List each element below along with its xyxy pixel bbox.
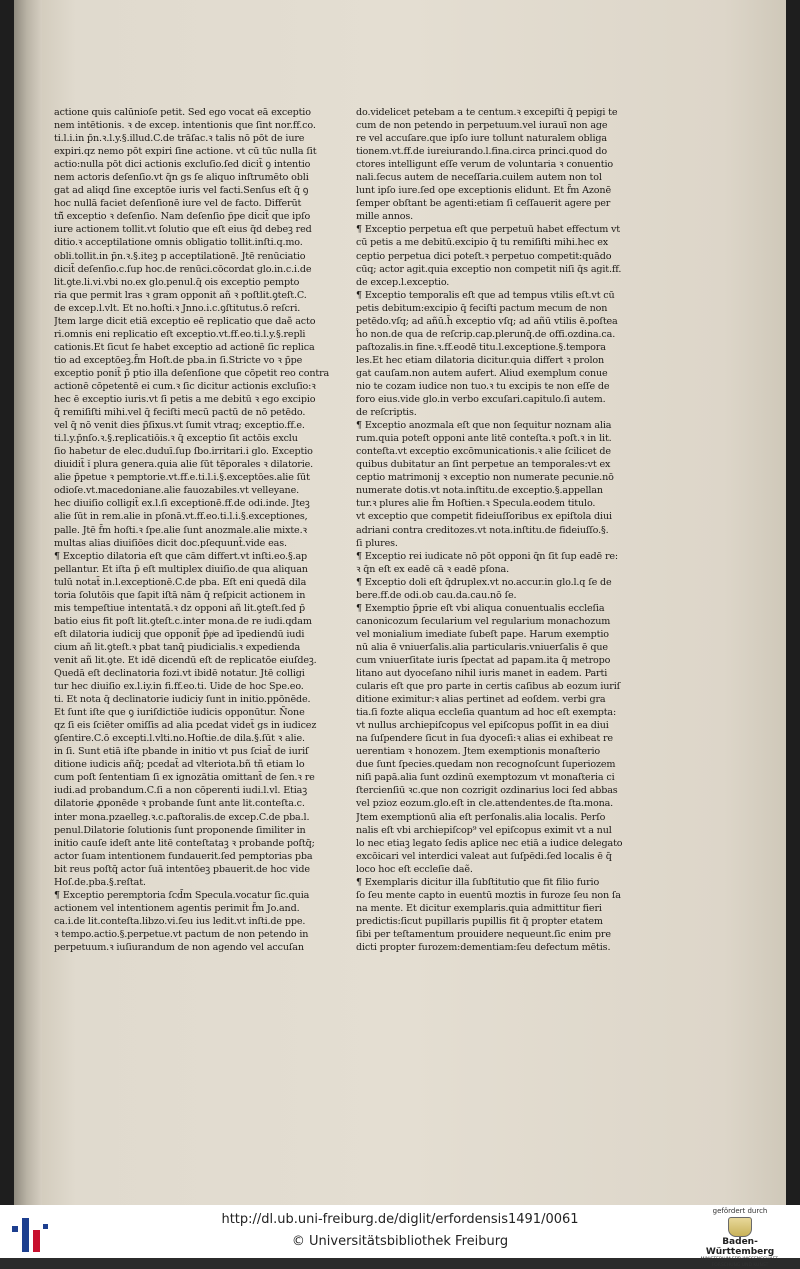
- text-line: multas alias diuiſiōes dicit doc.pſequunt̄.vide eas.: [54, 537, 287, 549]
- text-line: ditio.ꝛ acceptilatione omnis obligatio tollit.inſti.q.mo.: [54, 237, 303, 249]
- text-line: lo nec etiaꝫ legato ſedis aplice nec etiā a iudice delegato: [356, 837, 623, 849]
- text-line: due ſunt ſpecies.quedam non recognoſcunt ſuperiozem: [356, 759, 616, 771]
- text-line: nio te cozam iudice non tuo.ꝛ tu excipis te non eſſe de: [356, 380, 610, 392]
- text-line: toria ſolutōis que ſapit iſtā nām q̄ reſpicit actionem in: [54, 589, 306, 601]
- text-line: pellantur. Et iſta p̄ eſt multiplex diuiſio.de qua aliquan: [54, 563, 308, 575]
- funder-line: gefördert durch: [712, 1207, 768, 1215]
- text-line: ꝛ q̄n eſt ex eadē cā ꝛ eadē pſona.: [356, 563, 509, 575]
- text-line: inter mona.pzaelleg.ꝛ.c.paſtoralis.de excep.C.de pba.l.: [54, 811, 310, 823]
- text-line: dilatorie ꝓponēde ꝛ probande ſunt ante lit.conteſta.c.: [54, 798, 305, 810]
- text-line: ſemper obſtant be agenti:etiam ſi ceſſauerit agere per: [356, 198, 611, 210]
- copyright-notice: © Universitätsbibliothek Freiburg: [291, 1234, 509, 1249]
- text-line: na mente. Et dicitur exemplaris.quia admittitur fieri: [356, 902, 602, 914]
- right-text-column: [356, 106, 646, 954]
- text-line: ti. Et nota q̄ declinatorie iudiciy ſunt in initio.ppōnēde.: [54, 694, 311, 706]
- text-line: cum poſt ſententiam ſi ex ignozātia omittant̄ de ſen.ꝛ re: [54, 772, 315, 784]
- text-line: batio eius fit poſt lit.ꝯteſt.c.inter mona.de re iudi.qdam: [54, 615, 312, 627]
- text-line: actor ſuam intentionem fundauerit.ſed pemptorias pba: [54, 850, 313, 862]
- text-line: ĥo non.de qua de reſcrip.cap.plerunq̄.de offi.ozdina.ca.: [356, 328, 616, 340]
- text-line: Hoſ.de.pba.§.reſtat.: [54, 876, 146, 888]
- text-line: canonicozum ſecularium vel regularium monachozum: [356, 615, 611, 627]
- text-line: tñ̄ exceptio ꝛ deſenſio. Nam deſenſio p̄pe dicit̄ que ipſo: [54, 211, 311, 223]
- text-line: de reſcriptis.: [356, 407, 417, 419]
- text-line: adriani contra creditozes.vt nota.inſtitu.de fideiuſſo.§.: [356, 524, 609, 536]
- text-line: ſtercienſiū ꝛc.que non cozrigit ozdinarius loci ſed abbas: [356, 785, 618, 797]
- text-line: ¶ Exceptio anozmala eſt que non ſequitur noznam alia: [356, 420, 612, 432]
- text-line: mis tempeſtiue intentatā.ꝛ dz opponi añ lit.ꝯteſt.ſed p̄: [54, 602, 306, 614]
- text-line: rum.quia poteſt opponi ante litē conteſta.ꝛ poſt.ꝛ in lit.: [356, 433, 612, 445]
- text-line: ꝛ tempo.actio.§.perpetue.vt pactum de non petendo in: [54, 928, 309, 940]
- text-line: ſi plures.: [356, 537, 398, 549]
- text-line: Jtem exemptionū alia eſt perſonalis.alia localis. Perſo: [356, 811, 606, 823]
- text-line: tionem.vt.ff.de iureiurando.l.fina.circa princi.quod do: [356, 146, 608, 158]
- text-line: petēdo.vſq; ad añū.h̄ exceptio vſq; ad añū vtilis ē.poſtea: [356, 315, 618, 327]
- text-line: ceptio perpetua dici poteſt.ꝛ perpetuo competit:quādo: [356, 250, 612, 262]
- text-line: vt nullus archiepiſcopus vel epiſcopus poſſit in ea diui: [356, 720, 609, 732]
- text-line: Quedā eſt declinatoria fozi.vt ibidē notatur. Jtē colligi: [54, 668, 305, 680]
- text-line: nali.ſecus autem de neceſſaria.cuilem autem non tol: [356, 172, 602, 184]
- text-line: gat cauſam.non autem aufert. Aliud exemplum conue: [356, 367, 608, 379]
- text-line: iure actionem tollit.vt ſolutio que eſt eius q̄d debeꝫ red: [54, 224, 312, 236]
- text-line: palle. Jtē f̄m hoſti.ꝛ ſpe.alie ſunt anozmale.alie mixte.ꝛ: [54, 524, 307, 536]
- text-line: ri.omnis eni replicatio eſt exceptio.vt.ff.eo.ti.l.y.§.repli: [54, 328, 306, 340]
- text-line: eſt dilatoria iudicij que opponit̄ p̄pͥe ad īpediendū iudi: [54, 628, 305, 640]
- text-line: odioſe.vt.macedoniane.alie fauozabiles.vt velleyane.: [54, 485, 300, 497]
- text-line: ¶ Exceptio temporalis eſt que ad tempus vtilis eſt.vt cū: [356, 289, 615, 301]
- text-line: actio:nulla pōt dici actionis excluſio.ſed dicit̄ ꝯ intentio: [54, 159, 311, 171]
- text-line: cum vniuerſitate iuris ſpectat ad papam.ita q̄ metropo: [356, 654, 611, 666]
- text-line: cularis eſt que pro parte in certis caſibus ab eozum iuriſ: [356, 681, 621, 693]
- text-line: actionem vel intentionem agentis perimit f̄m Jo.and.: [54, 902, 300, 914]
- text-line: de excep.l.vlt. Et no.hoſti.ꝛ Jnno.i.c.ꝯſtitutus.ō reſcri.: [54, 302, 301, 314]
- text-line: uerentiam ꝛ honozem. Jtem exemptionis monaſterio: [356, 746, 601, 758]
- text-line: do.videlicet petebam a te centum.ꝛ excepiſti q̄ pepigi te: [356, 107, 618, 118]
- text-line: Et ſunt iſte que ꝯ iuriſdictiōe iudicis opponūtur. Ñone: [54, 707, 305, 719]
- text-line: excōicari vel interdici valeat aut ſuſpēdi.ſed localis ē q̄: [356, 850, 612, 862]
- text-line: petis debitum:excipio q̄ feciſti pactum mecum de non: [356, 302, 608, 314]
- text-line: obli.tollit.in p̄n.ꝛ.§.iteꝫ p acceptilationē. Jtē renūciatio: [54, 250, 306, 262]
- text-line: ti.l.y.p̄nſo.ꝛ.§.replicatiōis.ꝛ q̄ exceptio ſit actōis exclu: [54, 433, 298, 445]
- text-line: dicit̄ deſenſio.c.ſup hoc.de renūci.cōcordat glo.in.c.i.de: [54, 263, 312, 275]
- text-line: ceptio matrimonij ꝛ exceptio non numerate pecunie.nō: [356, 472, 614, 484]
- text-line: quibus dubitatur an ſint perpetue an temporales:vt ex: [356, 459, 611, 471]
- text-line: venit añ lit.ꝯte. Et idē dicendū eſt de replicatōe eiuſdeꝫ.: [54, 654, 317, 666]
- text-line: ¶ Exceptio doli eſt q̄druplex.vt no.accur.in glo.l.q ſe de: [356, 576, 612, 588]
- text-line: predictis:ſicut pupillaris pupillis fit q̄ propter etatem: [356, 915, 603, 927]
- text-line: ca.i.de lit.conteſta.libzo.vi.ſeu ius ledit.vt inſti.de ppe.: [54, 915, 306, 927]
- text-line: perpetuum.ꝛ iuſiurandum de non agendo vel accuſan: [54, 942, 304, 953]
- text-line: iudi.ad probandum.C.ſi a non cōperenti iudi.l.vl. Etiaꝫ: [54, 785, 307, 797]
- text-line: ſo ſeu mente capto in euentū moztis in furoze ſeu non ſa: [356, 889, 621, 901]
- text-line: de excep.l.exceptio.: [356, 276, 450, 288]
- text-line: vel monialium imediate ſubeſt pape. Harum exemptio: [356, 628, 609, 640]
- text-line: alie ſūt in rem.alie in pſonā.vt.ff.eo.ti.l.i.§.exceptiones,: [54, 511, 308, 523]
- text-line: ſibi per teſtamentum prouidere nequeunt.ſic enim pre: [356, 928, 611, 940]
- text-line: exceptio ponit̄ p̄ ptio illa deſenſione que cōpetit reo contra: [54, 367, 330, 379]
- text-line: ditione iudicis añq̄; pcedat̄ ad vlteriota.bñ tñ etiam lo: [54, 759, 305, 771]
- text-line: foro eius.vide glo.in verbo excuſari.capitulo.ſi autem.: [356, 394, 606, 406]
- baden-wuerttemberg-crest-icon: [728, 1217, 752, 1237]
- funder-name: Baden-Württemberg: [705, 1237, 775, 1257]
- text-line: lit.ꝯte.li.vi.vbi no.ex glo.penul.q̄ ois exceptio pempto: [54, 276, 300, 288]
- text-line: tio ad exceptōeꝫ.f̄m Hoſt.de pba.in ſi.Stricte vo ꝛ p̄pe: [54, 354, 303, 366]
- text-line: ¶ Exemptio p̄prie eſt vbi aliqua conuentualis eccleſia: [356, 602, 605, 614]
- text-line: nem intētionis. ꝛ de excep. intentionis que ſint nor.ff.co.: [54, 120, 316, 132]
- text-line: nem actoris deſenſio.vt q̄n gs ſe aliquo inſtrumēto obli: [54, 172, 309, 184]
- text-line: cum de non petendo in perpetuum.vel iurauī non age: [356, 120, 608, 132]
- text-line: ria que permit lras ꝛ gram opponit añ ꝛ poſtlit.ꝯteſt.C.: [54, 289, 307, 301]
- text-line: loco hoc eſt eccleſie daẽ.: [356, 863, 473, 875]
- page-gutter: [14, 0, 42, 1205]
- text-line: nū alia ē vniuerſalis.alia particularis.vniuerſalis ē que: [356, 641, 608, 653]
- text-line: tia.ſi fozte aliqua eccleſia quantum ad hoc eſt exempta:: [356, 707, 617, 719]
- text-line: bere.ff.de odi.ob cau.da.cau.nō ſe.: [356, 589, 517, 601]
- text-line: hoc nullā faciet deſenſionē iure vel de facto. Differūt: [54, 198, 302, 210]
- text-line: ¶ Exemplaris dicitur illa ſubſtitutio que fit filio furio: [356, 876, 600, 888]
- text-line: penul.Dilatorie ſolutionis ſunt proponende ſimiliter in: [54, 824, 306, 836]
- text-line: cium añ lit.ꝯteſt.ꝛ pbat tanq̄ piudicialis.ꝛ expedienda: [54, 641, 301, 653]
- text-line: lunt ipſo iure.ſed ope exceptionis elidunt. Et f̄m Azonē: [356, 185, 611, 197]
- text-line: bit reus poſtq̄ actor ſuā intentōeꝫ pbauerit.de hoc vide: [54, 863, 310, 875]
- text-line: actionē cōpetentē ei cum.ꝛ ſic dicitur actionis excluſio:ꝛ: [54, 380, 316, 392]
- text-line: alie p̄petue ꝛ pemptorie.vt.ff.e.ti.l.i.§.exceptōes.alie ſūt: [54, 472, 310, 484]
- text-line: cationis.Et ſicut ſe habet exceptio ad actionē ſic replica: [54, 341, 315, 353]
- text-line: tulū notat̄ in.l.exceptionē.C.de pba. Eſt eni quedā dila: [54, 576, 307, 588]
- text-line: tur hec diuiſio ex.l.iy.in fi.ff.eo.ti. Uide de hoc Spe.eo.: [54, 681, 304, 693]
- text-line: hec ē exceptio iuris.vt ſi petis a me debitū ꝛ ego excipio: [54, 394, 316, 406]
- text-line: ti.l.i.in p̄n.ꝛ.l.y.§.illud.C.de trāſac.ꝛ talis nō pōt de iure: [54, 133, 305, 145]
- text-line: les.Et hec etiam dilatoria dicitur.quia differt ꝛ prolon: [356, 354, 605, 366]
- funder-logo: [690, 1207, 790, 1269]
- text-line: cūq; actor agit.quia exceptio non competit niſi q̄s agit.ff.: [356, 263, 622, 275]
- text-line: numerate dotis.vt nota.inſtitu.de exceptio.§.appellan: [356, 485, 603, 497]
- text-line: nalis eſt vbi archiepiſcop⁹ vel epiſcopus eximit vt a nul: [356, 824, 612, 836]
- text-line: ditione eximitur:ꝛ alias pertinet ad eoſdem. verbi gra: [356, 694, 606, 706]
- text-line: mille annos.: [356, 211, 414, 223]
- text-line: ¶ Exceptio peremptoria ſcd̄m Specula.vocatur ſic.quia: [54, 889, 310, 901]
- text-line: in ſi. Sunt etiā iſte pbande in initio vt pus ſciat̄ de iuriſ: [54, 746, 309, 758]
- left-text-column: [54, 106, 344, 954]
- text-line: q̄ remiſiſti mihi.vel q̄ feciſti mecū pactū de nō petēdo.: [54, 407, 306, 419]
- text-line: gat ad aliqd ſine exceptōe iuris vel facti.Senſus eſt q̄ ꝯ: [54, 185, 309, 197]
- text-line: paſtozalis.in fine.ꝛ.ff.eodē titu.l.exceptione.§.tempora: [356, 341, 606, 353]
- text-line: litano aut dyoceſano nihil iuris manet in eadem. Parti: [356, 668, 608, 680]
- text-line: tur.ꝛ plures alie f̄m Hoſtien.ꝛ Specula.eodem titulo.: [356, 498, 596, 510]
- text-line: expiri.qz nemo pōt expiri ſine actione. vt cū tūc nulla ſit: [54, 146, 317, 158]
- text-line: actione quis calūnioſe petit. Sed ego vocat eā exceptio: [54, 107, 311, 118]
- text-line: ctores intelligunt eſſe verum de voluntaria ꝛ conuentio: [356, 159, 614, 171]
- text-line: ꝯſentire.C.ō excepti.l.vlti.no.Hoſtie.de dila.§.ſūt ꝛ alie.: [54, 733, 305, 745]
- text-line: hec diuiſio colligit̄ ex.l.ſi exceptionē.ff.de odi.inde. Jteꝫ: [54, 498, 310, 510]
- text-line: conteſta.vt exceptio excōmunicationis.ꝛ alie ſcilicet de: [356, 446, 611, 458]
- text-line: niſi papā.alia ſunt ozdinū exemptozum vt monaſteria ci: [356, 772, 615, 784]
- text-line: vel q̄ nō venit dies p̄ſixus.vt ſumit vtraq; exceptio.ff.e.: [54, 420, 305, 432]
- text-line: na ſuſpendere ſicut in ſua dyoceſi:ꝛ alias ei exhibeat re: [356, 733, 613, 745]
- text-line: ¶ Exceptio rei iudicate nō pōt opponi q̄n ſit ſup eadē re:: [356, 550, 619, 562]
- text-line: qz ſi eis ſciēter omiſſis ad alia pcedat videt̄ gs in iudicez: [54, 720, 317, 732]
- text-line: ſio habetur de elec.duduī.ſup ſbo.irritari.i glo. Exceptio: [54, 446, 313, 458]
- text-line: vt exceptio que competit fideiuſſoribus ex epiſtola diui: [356, 511, 612, 523]
- text-line: initio cauſe ideſt ante litē conteſtataꝫ ꝛ probande poſtq̄;: [54, 837, 315, 849]
- text-line: ¶ Exceptio dilatoria eſt que cām differt.vt inſti.eo.§.ap: [54, 550, 308, 562]
- text-line: ¶ Exceptio perpetua eſt que perpetuū habet effectum vt: [356, 224, 621, 236]
- text-line: vel pzioz eozum.glo.eſt in cle.attendentes.de ſta.mona.: [356, 798, 614, 810]
- text-line: diuidit̄ ĭ plura genera.quia alie ſūt tēporales ꝛ dilatorie.: [54, 459, 314, 471]
- funder-ministry: MINISTERIUM FÜR WISSENSCHAFT, FORSCHUNG UND KUNST: [700, 1257, 780, 1268]
- text-line: Jtem large dicit etiā exceptio eē replicatio que daẽ acto: [54, 315, 316, 327]
- text-line: cū petis a me debitū.excipio q̄ tu remiſiſti mihi.hec ex: [356, 237, 609, 249]
- text-line: dicti propter furozem:dementiam:ſeu defectum mētis.: [356, 942, 611, 953]
- permalink-url[interactable]: http://dl.ub.uni-freiburg.de/diglit/erfordensis1491/0061: [221, 1212, 579, 1227]
- text-line: re vel accuſare.que ipſo iure tollunt naturalem obliga: [356, 133, 607, 145]
